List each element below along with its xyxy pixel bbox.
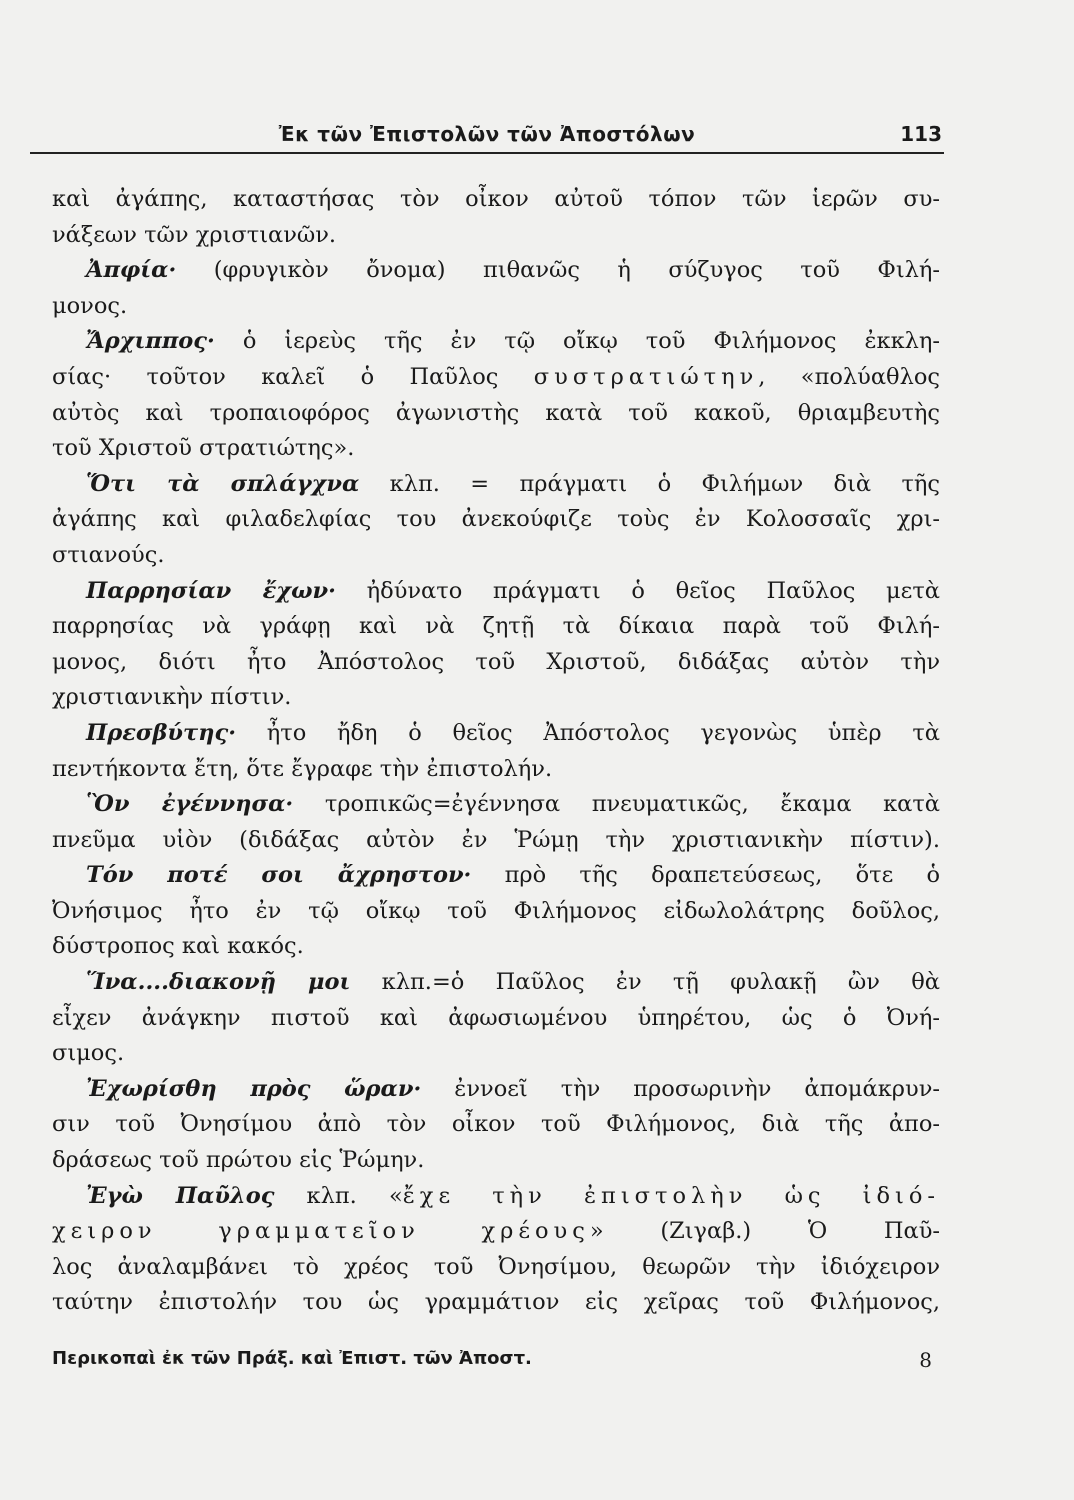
glossary-term: Ὅτι τὰ σπλάγχνα bbox=[86, 470, 360, 497]
glossary-term: Ἐχωρίσθη πρὸς ὥραν· bbox=[86, 1075, 422, 1102]
spaced-quote: χειρον γραμματεῖον χρέους bbox=[52, 1218, 590, 1245]
line-text: δράσεως τοῦ πρώτου εἰς Ῥώμην. bbox=[52, 1147, 425, 1174]
footer bbox=[52, 1348, 932, 1378]
line-text: κλπ. = πράγματι ὁ Φιλήμων διὰ τῆς bbox=[359, 470, 940, 497]
glossary-term: Παρρησίαν ἔχων· bbox=[86, 577, 336, 604]
glossary-term: Πρεσβύτης· bbox=[86, 719, 237, 746]
line-text: νάξεων τῶν χριστιανῶν. bbox=[52, 221, 337, 248]
text-line bbox=[52, 1143, 940, 1179]
line-text: (φρυγικὸν ὄνομα) πιθανῶς ἡ σύζυγος τοῦ Φιλή- bbox=[176, 257, 940, 284]
text-line bbox=[52, 396, 940, 432]
glossary-term: Ἀπφία· bbox=[86, 257, 177, 284]
line-text: σιμος. bbox=[52, 1040, 125, 1067]
text-line bbox=[52, 680, 940, 716]
body-text bbox=[52, 182, 940, 1321]
line-text: ἐννοεῖ τὴν προσωρινὴν ἀπομάκρυν- bbox=[421, 1075, 940, 1102]
text-line bbox=[52, 1179, 940, 1215]
text-line bbox=[52, 218, 940, 254]
line-text: παρρησίας νὰ γράφῃ καὶ νὰ ζητῇ τὰ δίκαια παρὰ τοῦ Φιλή- bbox=[52, 613, 940, 640]
line-text: χριστιανικὴν πίστιν. bbox=[52, 684, 292, 711]
text-line bbox=[52, 1285, 940, 1321]
text-line bbox=[52, 716, 940, 752]
line-text: κλπ.=ὁ Παῦλος ἐν τῇ φυλακῇ ὢν θὰ bbox=[350, 969, 940, 996]
line-text: πνεῦμα υἱὸν (διδάξας αὐτὸν ἐν Ῥώμῃ τὴν χριστιανικὴν πίστιν). bbox=[52, 826, 940, 853]
text-line bbox=[52, 965, 940, 1001]
text-line bbox=[52, 929, 940, 965]
line-text: αὐτὸς καὶ τροπαιοφόρος ἀγωνιστὴς κατὰ τοῦ κακοῦ, θριαμβευτὴς bbox=[52, 399, 940, 426]
text-line bbox=[52, 431, 940, 467]
glossary-term: Τόν ποτέ σοι ἄχρηστον· bbox=[86, 862, 472, 889]
line-text: καὶ ἀγάπης, καταστήσας τὸν οἶκον αὐτοῦ τόπον τῶν ἱερῶν συ- bbox=[52, 186, 940, 212]
line-text: τοῦ Χριστοῦ στρατιώτης». bbox=[52, 435, 355, 462]
text-line bbox=[52, 1214, 940, 1250]
line-text: ἦτο ἤδη ὁ θεῖος Ἀπόστολος γεγονὼς ὑπὲρ τὰ bbox=[236, 719, 940, 746]
glossary-term: Ὃν ἐγέννησα· bbox=[86, 791, 294, 818]
line-text: πρὸ τῆς δραπετεύσεως, ὅτε ὁ bbox=[471, 862, 940, 889]
line-text: μονος, διότι ἦτο Ἀπόστολος τοῦ Χριστοῦ, διδάξας αὐτὸν τὴν bbox=[52, 648, 940, 675]
glossary-term: Ἵνα....διακονῇ μοι bbox=[86, 969, 351, 996]
line-text: , «πολύαθλος bbox=[758, 363, 940, 390]
text-line bbox=[52, 1250, 940, 1286]
text-line bbox=[52, 1072, 940, 1108]
text-line bbox=[52, 182, 940, 218]
line-text: σιν τοῦ Ὀνησίμου ἀπὸ τὸν οἶκον τοῦ Φιλήμονος, διὰ τῆς ἀπο- bbox=[52, 1111, 940, 1138]
text-line bbox=[52, 253, 940, 289]
spaced-quote: συστρατιώτην bbox=[533, 363, 759, 390]
line-text: σίας· τοῦτον καλεῖ ὁ Παῦλος bbox=[52, 363, 534, 390]
text-line bbox=[52, 360, 940, 396]
glossary-term: Ἄρχιππος· bbox=[86, 328, 215, 355]
text-line bbox=[52, 502, 940, 538]
glossary-term: Ἐγὼ Παῦλος bbox=[86, 1182, 275, 1209]
line-text: Ὀνήσιμος ἦτο ἐν τῷ οἴκῳ τοῦ Φιλήμονος εἰδωλολάτρης δοῦλος, bbox=[52, 897, 940, 924]
text-line bbox=[52, 1107, 940, 1143]
text-line bbox=[52, 858, 940, 894]
text-line bbox=[52, 609, 940, 645]
line-text: » (Ζιγαβ.) Ὁ Παῦ- bbox=[589, 1218, 941, 1245]
page-number: 113 bbox=[900, 122, 942, 146]
line-text: κλπ. « bbox=[274, 1182, 403, 1209]
line-text: ἠδύνατο πράγματι ὁ θεῖος Παῦλος μετὰ bbox=[335, 577, 940, 604]
line-text: εἶχεν ἀνάγκην πιστοῦ καὶ ἀφωσιωμένου ὑπηρέτου, ὡς ὁ Ὀνή- bbox=[52, 1004, 940, 1031]
footer-title: Περικοπαὶ ἐκ τῶν Πράξ. καὶ Ἐπιστ. τῶν Ἀποστ. bbox=[52, 1348, 532, 1369]
line-text: ἀγάπης καὶ φιλαδελφίας του ἀνεκούφιζε τοὺς ἐν Κολοσσαῖς χρι- bbox=[52, 506, 940, 533]
text-line bbox=[52, 1001, 940, 1037]
line-text: πεντήκοντα ἔτη, ὅτε ἔγραφε τὴν ἐπιστολήν. bbox=[52, 755, 553, 782]
spaced-quote: ἔχε τὴν ἐπιστολὴν ὡς ἰδιό- bbox=[402, 1182, 941, 1209]
line-text: λος ἀναλαμβάνει τὸ χρέος τοῦ Ὀνησίμου, θεωρῶν τὴν ἰδιόχειρον bbox=[52, 1253, 940, 1280]
line-text: τροπικῶς=ἐγέννησα πνευματικῶς, ἔκαμα κατὰ bbox=[293, 791, 941, 818]
text-line bbox=[52, 467, 940, 503]
text-line bbox=[52, 645, 940, 681]
text-line bbox=[52, 752, 940, 788]
text-line bbox=[52, 289, 940, 325]
line-text: μονος. bbox=[52, 292, 128, 319]
header-title: Ἐκ τῶν Ἐπιστολῶν τῶν Ἀποστόλων bbox=[278, 122, 696, 146]
text-line bbox=[52, 823, 940, 859]
text-line bbox=[52, 538, 940, 574]
text-line bbox=[52, 1036, 940, 1072]
text-line bbox=[52, 574, 940, 610]
signature-mark: 8 bbox=[919, 1348, 932, 1372]
line-text: δύστροπος καὶ κακός. bbox=[52, 933, 304, 960]
text-line bbox=[52, 894, 940, 930]
text-line bbox=[52, 324, 940, 360]
text-line bbox=[52, 787, 940, 823]
line-text: στιανούς. bbox=[52, 541, 165, 568]
running-header bbox=[30, 122, 944, 154]
line-text: ὁ ἱερεὺς τῆς ἐν τῷ οἴκῳ τοῦ Φιλήμονος ἐκκλη- bbox=[214, 328, 940, 355]
line-text: ταύτην ἐπιστολήν του ὡς γραμμάτιον εἰς χεῖρας τοῦ Φιλήμονος, bbox=[52, 1289, 940, 1316]
